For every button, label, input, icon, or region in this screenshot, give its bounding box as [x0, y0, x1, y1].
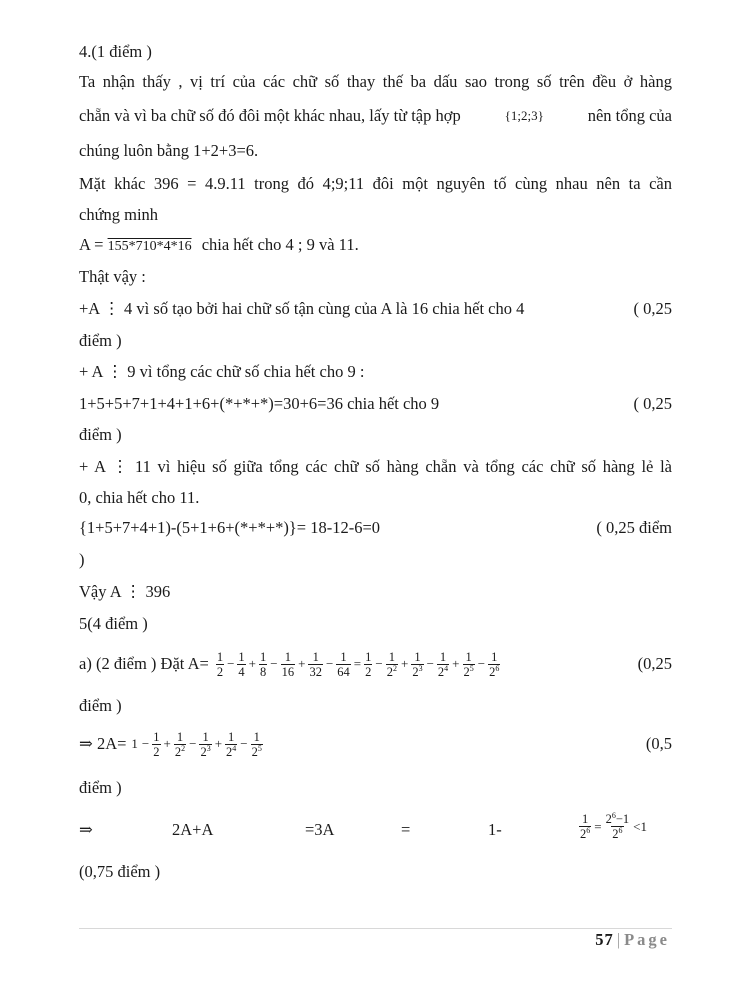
formula-2a: ⇒ 2A= 1 − $\frac{1}{2}$ + $\frac{1}{2^2}$ − $\frac{1}{2^3}$ + $\frac{1}{2^4}$ − $\frac{1}{2^5}$	[79, 724, 264, 764]
fraction: $\frac{1}{2^5}$	[463, 649, 474, 679]
fraction: $\frac{1}{2^4}$	[437, 649, 449, 679]
fraction: $\frac{1}{2^5}$	[251, 729, 262, 759]
footer-divider	[79, 928, 672, 929]
paragraph-line: điểm )	[79, 331, 122, 350]
score-label: ( 0,25 điểm	[596, 518, 672, 537]
paragraph-line: điểm )	[79, 696, 122, 715]
heading-question-5: 5(4 điểm )	[79, 614, 148, 633]
formula-sum: a) (2 điểm ) Đặt A= $\frac{1}{2}$ − $\frac{1}{4}$ + $\frac{1}{8}$ − $\frac{1}{16}$ + $\frac{1}{32}$ − $\frac{1}{64}$ = $\frac{1}{2}$ − $\frac{1}{2^2}$ + $\frac{1}{2^3}$ − $\frac{1}{2^4}$ + $\frac{1}{2^5}$ − $\frac{1}{2^6}$	[79, 644, 501, 684]
paragraph-line: chúng luôn bằng 1+2+3=6.	[79, 141, 259, 160]
paragraph-line: 0, chia hết cho 11.	[79, 488, 200, 507]
formula-line	[79, 724, 672, 764]
paragraph-line	[79, 299, 672, 319]
formula-line	[79, 812, 672, 852]
fraction: $\frac{1}{2}$	[153, 729, 160, 759]
fraction: $\frac{2^6-1}{2^6}$	[605, 811, 630, 841]
formula-3a: $\frac{1}{2^6}$ = $\frac{2^6-1}{2^6}$ <1	[580, 811, 647, 841]
fraction: $\frac{1}{2^6}$	[580, 812, 591, 841]
text-segment: ⇒ 2A=	[79, 734, 127, 753]
text-segment: =3A	[305, 820, 335, 839]
text-segment: {1+5+7+4+1)-(5+1+6+(*+*+*)}= 18-12-6=0	[79, 518, 381, 537]
text-segment: A =	[79, 235, 104, 254]
paragraph-line: )	[79, 550, 85, 569]
text-segment: nên tổng của	[587, 106, 672, 125]
text-segment: chia hết cho 4 ; 9 và 11.	[201, 235, 359, 254]
fraction: $\frac{1}{16}$	[281, 649, 295, 679]
page-separator: |	[616, 930, 622, 949]
text-segment: chẵn và vì ba chữ số đó đôi một khác nhau, lấy từ tập hợp	[79, 106, 461, 125]
heading-question-4: 4.(1 điểm )	[79, 42, 152, 61]
score-label: ( 0,25	[633, 394, 672, 413]
fraction: $\frac{1}{2^6}$	[489, 649, 500, 679]
fraction: $\frac{1}{2}$	[216, 649, 224, 679]
score-label: (0,25	[637, 654, 672, 673]
score-label: ( 0,25	[633, 299, 672, 318]
score-label: (0,5	[645, 734, 672, 753]
text-segment: =	[401, 820, 411, 839]
fraction: $\frac{1}{2}$	[365, 649, 372, 679]
paragraph-line: điểm )	[79, 778, 122, 797]
fraction: $\frac{1}{2^2}$	[386, 649, 397, 679]
fraction: $\frac{1}{4}$	[238, 649, 245, 679]
text-segment: 2A+A	[172, 820, 214, 839]
paragraph-line: Mặt khác 396 = 4.9.11 trong đó 4;9;11 đôi một nguyên tố cùng nhau nên ta cần	[79, 174, 672, 193]
fraction: $\frac{1}{8}$	[260, 649, 267, 679]
paragraph-line	[79, 106, 672, 126]
paragraph-line: Ta nhận thấy , vị trí của các chữ số thay thế ba dấu sao trong số trên đều ở hàng	[79, 72, 672, 91]
page-word: Page	[624, 930, 670, 949]
fraction: $\frac{1}{2^4}$	[226, 729, 237, 759]
overlined-number: 155*710*4*16	[107, 239, 192, 254]
paragraph-line: Thật vậy :	[79, 267, 146, 286]
paragraph-line: điểm )	[79, 425, 122, 444]
page-number-value: 57	[595, 930, 614, 949]
text-segment: 1+5+5+7+1+4+1+6+(*+*+*)=30+6=36 chia hết cho 9	[79, 394, 440, 413]
paragraph-line	[79, 394, 672, 414]
text-segment: a) (2 điểm ) Đặt A=	[79, 654, 209, 673]
text-segment: +A ⋮ 4 vì số tạo bởi hai chữ số tận cùng của A là 16 chia hết cho 4	[79, 299, 525, 318]
fraction: $\frac{1}{2^2}$	[174, 729, 186, 759]
implies-symbol: ⇒	[79, 820, 93, 839]
paragraph-line: (0,75 điểm )	[79, 862, 161, 881]
fraction: $\frac{1}{2^3}$	[200, 729, 211, 759]
formula-line	[79, 644, 672, 684]
page-number	[595, 930, 670, 950]
fraction: $\frac{1}{2^3}$	[412, 649, 423, 679]
text-segment: 1-	[488, 820, 502, 839]
paragraph-line	[79, 235, 359, 257]
paragraph-line: + A ⋮ 9 vì tổng các chữ số chia hết cho 9 :	[79, 362, 365, 381]
paragraph-line: Vậy A ⋮ 396	[79, 582, 171, 601]
paragraph-line: + A ⋮ 11 vì hiệu số giữa tổng các chữ số hàng chẵn và tổng các chữ số hàng lẻ là	[79, 457, 672, 476]
fraction: $\frac{1}{64}$	[337, 649, 350, 679]
paragraph-line: chứng minh	[79, 205, 159, 224]
set-notation: {1;2;3}	[504, 108, 544, 123]
paragraph-line	[79, 518, 672, 538]
fraction: $\frac{1}{32}$	[309, 649, 322, 679]
